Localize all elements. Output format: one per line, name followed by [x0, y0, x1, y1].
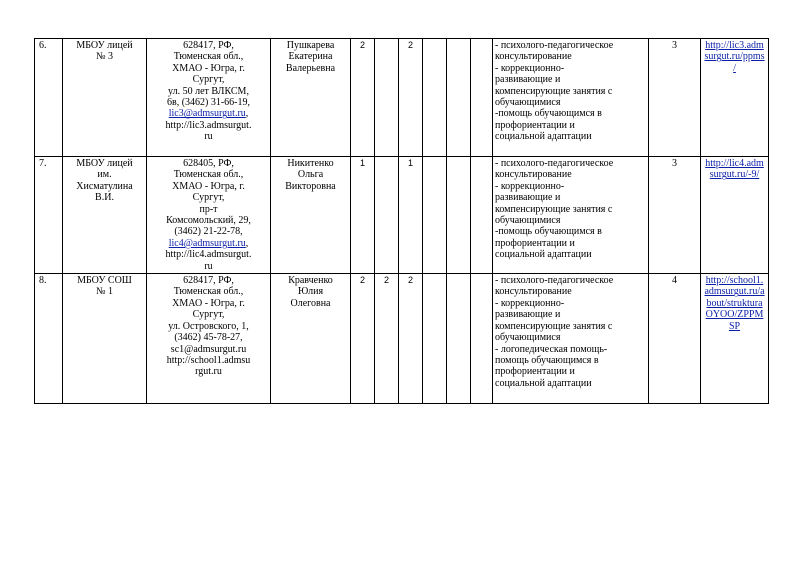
- website-link[interactable]: http://lic3.adm surgut.ru/ppms /: [701, 39, 769, 157]
- website-link[interactable]: http://school1. admsurgut.ru/a bout/struktura OYOO/ZPPM SP: [701, 274, 769, 404]
- count-cell: [375, 157, 399, 274]
- email-link[interactable]: lic3@admsurgut.ru: [168, 108, 246, 120]
- count-cell: 2: [351, 39, 375, 157]
- table-row: [35, 157, 769, 274]
- address-cell: 628417, РФ, Тюменская обл., ХМАО - Югра, г. Сургут, ул. Островского, 1, (3462) 45-78-27, sc1@admsurgut.ru http://school1.admsu rgut.ru: [147, 274, 271, 404]
- row-number: 7.: [35, 157, 63, 274]
- count-cell: [423, 39, 447, 157]
- count-cell: [423, 157, 447, 274]
- count-cell: [447, 274, 471, 404]
- school-name-cell: МБОУ лицей им. Хисматулина В.И.: [63, 157, 147, 274]
- count-cell: [423, 274, 447, 404]
- specialist-cell: Никитенко Ольга Викторовна: [271, 157, 351, 274]
- specialist-cell: Пушкарева Екатерина Валерьевна: [271, 39, 351, 157]
- specialist-count: 3: [649, 157, 701, 274]
- count-cell: 2: [375, 274, 399, 404]
- count-cell: [447, 157, 471, 274]
- count-cell: 2: [351, 274, 375, 404]
- specialist-count: 3: [649, 39, 701, 157]
- count-cell: [471, 39, 493, 157]
- row-number: 8.: [35, 274, 63, 404]
- count-cell: [375, 39, 399, 157]
- count-cell: 2: [399, 39, 423, 157]
- count-cell: [471, 157, 493, 274]
- count-cell: 1: [351, 157, 375, 274]
- school-name-cell: МБОУ лицей № 3: [63, 39, 147, 157]
- count-cell: 2: [399, 274, 423, 404]
- services-cell: - психолого-педагогическое консультирование - коррекционно- развивающие и компенсирующие занятия с обучающимися -помощь обучающимся в профориентации и социальной адаптации: [493, 39, 649, 157]
- specialist-cell: Кравченко Юлия Олеговна: [271, 274, 351, 404]
- address-cell: 628417, РФ, Тюменская обл., ХМАО - Югра, г. Сургут, ул. 50 лет ВЛКСМ, 6в, (3462) 31-66-19, lic3@admsurgut.ru, http://lic3.admsurgut. ru: [147, 39, 271, 157]
- specialist-count: 4: [649, 274, 701, 404]
- row-number: 6.: [35, 39, 63, 157]
- table-row: [35, 274, 769, 404]
- count-cell: [471, 274, 493, 404]
- count-cell: 1: [399, 157, 423, 274]
- table-row: [35, 39, 769, 157]
- school-name-cell: МБОУ СОШ № 1: [63, 274, 147, 404]
- document-table: [34, 38, 769, 404]
- address-cell: 628405, РФ, Тюменская обл., ХМАО - Югра, г. Сургут, пр-т Комсомольский, 29, (3462) 21-22-78, lic4@admsurgut.ru, http://lic4.admsurgut. ru: [147, 157, 271, 274]
- website-link[interactable]: http://lic4.adm surgut.ru/-9/: [701, 157, 769, 274]
- services-cell: - психолого-педагогическое консультирование - коррекционно- развивающие и компенсирующие занятия с обучающимися - логопедическая помощь- помощь обучающимся в профориентации и социальной адаптации: [493, 274, 649, 404]
- services-cell: - психолого-педагогическое консультирование - коррекционно- развивающие и компенсирующие занятия с обучающимися -помощь обучающимся в профориентации и социальной адаптации: [493, 157, 649, 274]
- count-cell: [447, 39, 471, 157]
- email-link[interactable]: lic4@admsurgut.ru: [168, 237, 246, 249]
